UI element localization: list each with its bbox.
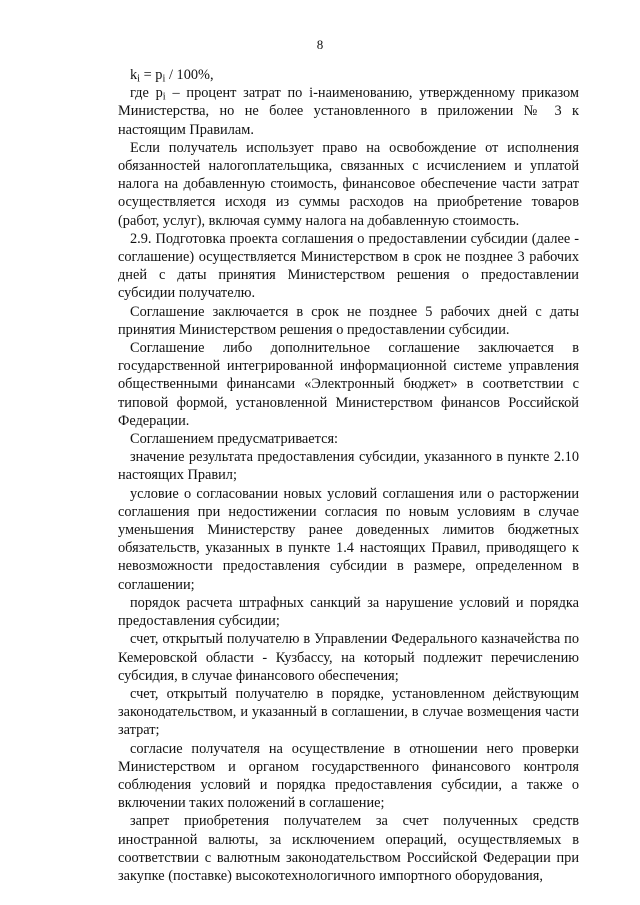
paragraph-vat-exemption: Если получатель использует право на освобождение от исполнения обязанностей налогоплательщика, связанных с исчислением и уплатой налога на добавленную стоимость, финансовое обеспечение части затрат осуществляется исходя из суммы расходов на приобретение товаров (работ, услуг), включая сумму налога на добавленную стоимость. — [118, 139, 579, 229]
list-item-audit-consent: согласие получателя на осуществление в отношении него проверки Министерством и органом государственного финансового контроля соблюдения условий и порядка предоставления субсидии, а также о включении таких положений в соглашение; — [118, 740, 579, 812]
paragraph-electronic-budget: Соглашение либо дополнительное соглашение заключается в государственной интегрированной информационной системе управления общественными финансами «Электронный бюджет» в соответствии с типовой формой, установленной Министерством финансов Российской Федерации. — [118, 340, 579, 429]
page-number: 8 — [316, 37, 324, 52]
list-item-result-value: значение результата предоставления субсидии, указанного в пункте 2.10 настоящих Правил; — [118, 449, 579, 484]
formula-definition: где $p_i$ – процент затрат по i-наименованию, утвержденному приказом Министерства, но не более установленного в приложении № 3 к настоящим Правилам. — [118, 85, 579, 138]
list-item-penalties: порядок расчета штрафных санкций за нарушение условий и порядка предоставления субсидии; — [118, 594, 579, 630]
list-item-account-reimbursement: счет, открытый получателю в порядке, установленном действующим законодательством, и указанный в соглашении, в случае возмещения части затрат; — [118, 685, 579, 739]
paragraph-2-9: 2.9. Подготовка проекта соглашения о предоставлении субсидии (далее - соглашение) осуществляется Министерством в срок не позднее 3 рабочих дней с даты принятия Министерством решения о предоставлении субсидии получателю. — [118, 230, 579, 302]
list-item-currency-ban: запрет приобретения получателем за счет полученных средств иностранной валюты, за исключением операций, осуществляемых в соответствии с валютным законодательством Российской Федерации при закупке (поставке) высокотехнологичного импортного оборудования, — [118, 813, 579, 884]
formula-line: $k_i = p_i / 100\%$, — [130, 67, 214, 85]
document-body — [118, 66, 579, 885]
list-item-new-conditions: условие о согласовании новых условий соглашения или о расторжении соглашения при недостижении согласия по новым условиям в случае уменьшения Министерству ранее доведенных лимитов бюджетных обязательств, указанных в пункте 1.4 настоящих Правил, приводящего к невозможности предоставления субсидии в размере, определенном в соглашении; — [118, 485, 579, 593]
paragraph-agreement-term: Соглашение заключается в срок не позднее 5 рабочих дней с даты принятия Министерством решения о предоставлении субсидии. — [118, 303, 579, 338]
paragraph-agreement-provides: Соглашением предусматривается: — [130, 431, 339, 448]
list-item-treasury-account: счет, открытый получателю в Управлении Федерального казначейства по Кемеровской области - Кузбассу, на который подлежит перечислению субсидия, в случае финансового обеспечения; — [118, 631, 579, 684]
